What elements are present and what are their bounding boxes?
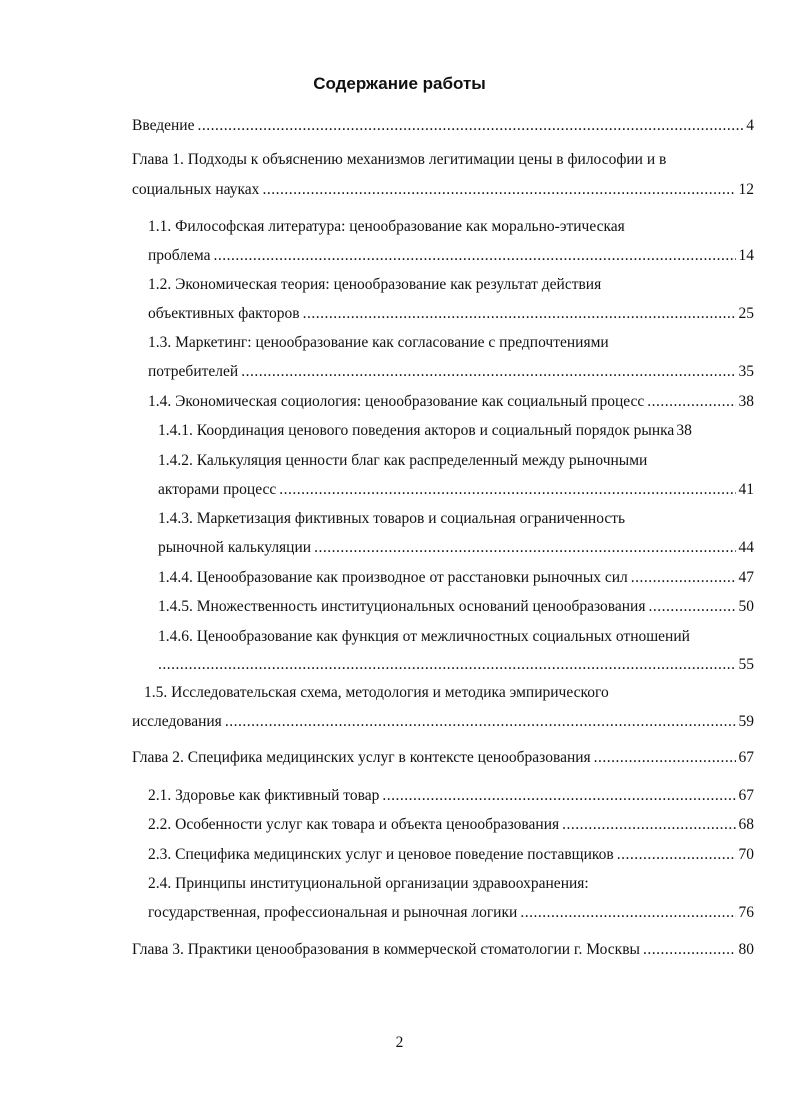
toc-entry-title: рыночной калькуляции xyxy=(158,539,312,556)
toc-entry-title-line1: 1.5. Исследовательская схема, методология и методика эмпирического xyxy=(144,684,609,701)
toc-entry[interactable] xyxy=(148,845,754,865)
toc-leader xyxy=(214,246,736,266)
toc-entry[interactable] xyxy=(158,421,754,441)
toc-entry-title: 2.1. Здоровье как фиктивный товар xyxy=(148,787,380,804)
toc-leader xyxy=(158,655,736,675)
toc-entry-page: 55 xyxy=(738,656,754,673)
toc-entry-page: 67 xyxy=(738,787,754,804)
toc-leader xyxy=(225,712,736,732)
toc-entry-page: 38 xyxy=(738,393,754,410)
toc-entry-page: 35 xyxy=(738,363,754,380)
toc-entry-title-line1: 1.3. Маркетинг: ценообразование как согласование с предпочтениями xyxy=(148,334,609,351)
toc-leader xyxy=(314,538,735,558)
toc-leader xyxy=(303,304,736,324)
toc-leader xyxy=(643,940,736,960)
toc-entry[interactable] xyxy=(158,655,754,675)
toc-entry-title-line1: 1.4.3. Маркетизация фиктивных товаров и социальная ограниченность xyxy=(158,510,626,527)
toc-entry-title: проблема xyxy=(148,247,211,264)
toc-entry-page: 76 xyxy=(738,904,754,921)
toc-leader xyxy=(594,748,736,768)
toc-leader xyxy=(631,568,736,588)
toc-entry[interactable] xyxy=(148,304,754,324)
toc-leader xyxy=(617,845,736,865)
toc-leader xyxy=(647,392,735,412)
toc-entry-title: объективных факторов xyxy=(148,305,300,322)
toc-entry-title-line1: 1.1. Философская литература: ценообразование как морально-этическая xyxy=(148,218,625,235)
toc-entry-title: Глава 2. Специфика медицинских услуг в контексте ценообразования xyxy=(132,749,591,766)
toc-leader xyxy=(241,362,735,382)
toc-entry-title-line1: Глава 1. Подходы к объяснению механизмов легитимации цены в философии и в xyxy=(132,151,667,168)
toc-leader xyxy=(279,480,735,500)
toc-entry-page: 44 xyxy=(738,539,754,556)
toc-entry-page: 80 xyxy=(738,941,754,958)
toc-entry-title: социальных науках xyxy=(132,181,260,198)
toc-entry-title: 1.4. Экономическая социология: ценообразование как социальный процесс xyxy=(148,393,645,410)
toc-entry[interactable] xyxy=(148,246,754,266)
toc-entry-page: 41 xyxy=(738,481,754,498)
toc-entry-title-line1: 1.4.6. Ценообразование как функция от межличностных социальных отношений xyxy=(158,628,690,645)
toc-entry-page: 59 xyxy=(738,713,754,730)
toc-entry[interactable] xyxy=(132,116,754,136)
toc-leader xyxy=(197,116,743,136)
toc-entry-page: 68 xyxy=(738,816,754,833)
toc-entry-page: 38 xyxy=(676,422,692,439)
toc-entry-title: 2.2. Особенности услуг как товара и объекта ценообразования xyxy=(148,816,560,833)
toc-entry[interactable] xyxy=(132,748,754,768)
toc-entry[interactable] xyxy=(158,568,754,588)
toc-entry-page: 67 xyxy=(738,749,754,766)
toc-entry-title: потребителей xyxy=(148,363,239,380)
toc-entry-page: 50 xyxy=(738,598,754,615)
toc-entry-page: 70 xyxy=(738,846,754,863)
toc-entry-page: 12 xyxy=(738,181,754,198)
toc-entry-title: 2.3. Специфика медицинских услуг и ценовое поведение поставщиков xyxy=(148,846,614,863)
toc-leader xyxy=(649,597,736,617)
toc-entry-title: Глава 3. Практики ценообразования в коммерческой стоматологии г. Москвы xyxy=(132,941,640,958)
toc-entry-title: 1.4.4. Ценообразование как производное от расстановки рыночных сил xyxy=(158,569,628,586)
toc-leader xyxy=(562,815,735,835)
toc-entry-page: 4 xyxy=(746,117,754,134)
page-number: 2 xyxy=(395,1034,404,1051)
toc-entry[interactable] xyxy=(148,786,754,806)
toc-leader xyxy=(262,180,735,200)
toc-entry[interactable] xyxy=(158,480,754,500)
toc-entry-title: 1.4.1. Координация ценового поведения акторов и социальный порядок рынка xyxy=(158,422,675,439)
toc-entry[interactable] xyxy=(132,712,754,732)
toc-entry[interactable] xyxy=(148,903,754,923)
toc-entry[interactable] xyxy=(148,362,754,382)
toc-entry-title: 1.4.5. Множественность институциональных оснований ценообразования xyxy=(158,598,646,615)
toc-entry-page: 14 xyxy=(738,247,754,264)
toc-entry-title: исследования xyxy=(132,713,222,730)
page-title: Содержание работы xyxy=(313,74,486,93)
toc-entry[interactable] xyxy=(148,392,754,412)
toc-entry[interactable] xyxy=(158,597,754,617)
toc-entry-title: акторами процесс xyxy=(158,481,277,498)
toc-entry-title: государственная, профессиональная и рыночная логики xyxy=(148,904,518,921)
toc-entry-title: Введение xyxy=(132,117,195,134)
toc-entry-title-line1: 1.2. Экономическая теория: ценообразование как результат действия xyxy=(148,276,602,293)
toc-entry[interactable] xyxy=(132,940,754,960)
toc-entry-title-line1: 2.4. Принципы институциональной организации здравоохранения: xyxy=(148,875,589,892)
toc-leader xyxy=(520,903,735,923)
toc-leader xyxy=(382,786,735,806)
toc-entry[interactable] xyxy=(132,180,754,200)
toc-entry-page: 47 xyxy=(738,569,754,586)
toc-entry[interactable] xyxy=(148,815,754,835)
toc-entry-title-line1: 1.4.2. Калькуляция ценности благ как распределенный между рыночными xyxy=(158,452,648,469)
toc-entry-page: 25 xyxy=(738,305,754,322)
toc-entry[interactable] xyxy=(158,538,754,558)
